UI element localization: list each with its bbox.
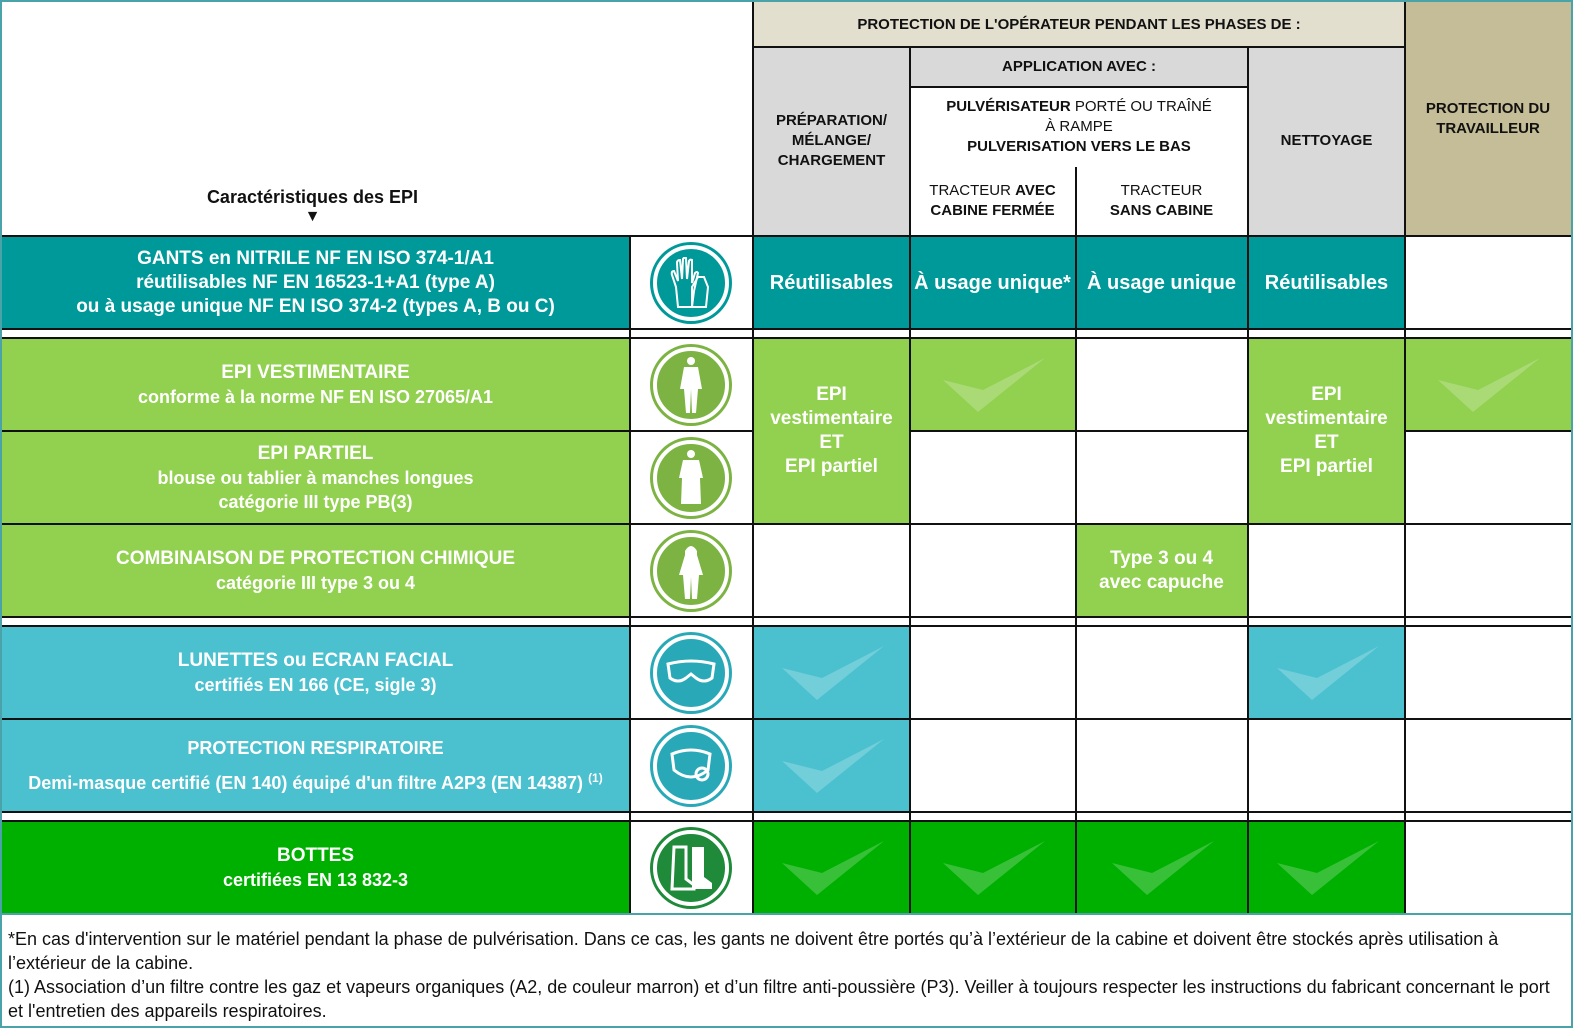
grid-line: [2, 820, 1571, 822]
grid-line: [2, 430, 753, 432]
gants-nettoyage: Réutilisables: [1248, 237, 1405, 328]
lunettes-nettoyage: [1248, 627, 1405, 718]
partiel-travailleur: [1405, 432, 1571, 523]
travailleur-header: PROTECTION DU TRAVAILLEUR: [1405, 2, 1571, 235]
grid-line: [752, 2, 754, 913]
respiratoire-travailleur: [1405, 720, 1571, 811]
vestimentaire-sans-cabine: [1075, 339, 1248, 430]
grid-line: [1075, 167, 1077, 913]
tracteur-sans-cabine-header: TRACTEUR SANS CABINE: [1075, 167, 1248, 235]
preparation-header: PRÉPARATION/ MÉLANGE/ CHARGEMENT: [753, 47, 910, 235]
grid-line: [2, 811, 1571, 813]
check-icon: [772, 638, 892, 708]
check-icon: [1428, 350, 1548, 420]
grid-line: [1404, 2, 1406, 913]
grid-line: [2, 523, 1571, 525]
partiel-label: EPI PARTIEL blouse ou tablier à manches longues catégorie III type PB(3): [2, 432, 629, 523]
characteristics-header: [2, 2, 753, 235]
lunettes-label: LUNETTES ou ECRAN FACIAL certifiés EN 166 (CE, sigle 3): [2, 627, 629, 718]
respiratoire-label: PROTECTION RESPIRATOIRE Demi-masque certifié (EN 140) équipé d'un filtre A2P3 (EN 14387) $^{(1)}$: [2, 720, 629, 811]
chemical-suit-icon: [653, 533, 729, 609]
partiel-cabine: [910, 432, 1075, 523]
lunettes-cabine: [910, 627, 1075, 718]
vestimentaire-icon-cell: [629, 339, 753, 430]
application-header: APPLICATION AVEC :: [910, 47, 1248, 87]
gants-travailleur: [1405, 237, 1571, 328]
respiratoire-sans-cabine: [1075, 720, 1248, 811]
respiratoire-icon-cell: [629, 720, 753, 811]
grid-line: [2, 337, 1571, 339]
vestimentaire-travailleur: [1405, 339, 1571, 430]
lunettes-icon-cell: [629, 627, 753, 718]
partiel-sans-cabine: [1075, 432, 1248, 523]
check-icon: [772, 731, 892, 801]
grid-line: [2, 328, 1571, 330]
lunettes-sans-cabine: [1075, 627, 1248, 718]
check-icon: [1102, 833, 1222, 903]
grid-line: [2, 625, 1571, 627]
tracteur-cabine-header: TRACTEUR AVEC CABINE FERMÉE: [910, 167, 1075, 235]
gants-icon-cell: [629, 237, 753, 328]
grid-line: [910, 430, 1248, 432]
combinaison-sans-cabine: Type 3 ou 4 avec capuche: [1075, 525, 1248, 616]
check-icon: [772, 833, 892, 903]
grid-line: [753, 46, 1405, 48]
bottes-travailleur: [1405, 822, 1571, 913]
bottes-nettoyage: [1248, 822, 1405, 913]
bottes-preparation: [753, 822, 910, 913]
check-icon: [1267, 638, 1387, 708]
gants-label: GANTS en NITRILE NF EN ISO 374-1/A1 réutilisables NF EN 16523-1+A1 (type A) ou à usage unique NF EN ISO 374-2 (types A, B ou C): [2, 237, 629, 328]
lunettes-preparation: [753, 627, 910, 718]
gloves-icon: [653, 245, 729, 321]
combinaison-cabine: [910, 525, 1075, 616]
operator-protection-header: PROTECTION DE L'OPÉRATEUR PENDANT LES PHASES DE :: [753, 2, 1405, 47]
boots-icon: [653, 830, 729, 906]
combinaison-travailleur: [1405, 525, 1571, 616]
gants-cabine: À usage unique*: [910, 237, 1075, 328]
bottes-label: BOTTES certifiées EN 13 832-3: [2, 822, 629, 913]
respiratoire-nettoyage: [1248, 720, 1405, 811]
gants-preparation: Réutilisables: [753, 237, 910, 328]
vestimentaire-cabine: [910, 339, 1075, 430]
grid-line: [910, 86, 1248, 88]
partiel-icon-cell: [629, 432, 753, 523]
check-icon: [933, 833, 1053, 903]
respirator-icon: [653, 728, 729, 804]
prep-epi-merged: EPI vestimentaire ET EPI partiel: [753, 339, 910, 523]
combinaison-label: COMBINAISON DE PROTECTION CHIMIQUE catégorie III type 3 ou 4: [2, 525, 629, 616]
bottes-sans-cabine: [1075, 822, 1248, 913]
footnote-one: (1) Association d’un filtre contre les gaz et vapeurs organiques (A2, de couleur marron) et d’un filtre anti-poussière (P3). Veiller à toujours respecter les instructions du fabricant concernant le port et l'entretien des appareils respiratoires.: [8, 977, 1550, 1021]
coverall-icon: [653, 347, 729, 423]
combinaison-preparation: [753, 525, 910, 616]
nettoyage-epi-merged: EPI vestimentaire ET EPI partiel: [1248, 339, 1405, 523]
characteristics-label: Caractéristiques des EPI: [206, 187, 419, 207]
grid-line: [2, 235, 1571, 237]
respiratoire-cabine: [910, 720, 1075, 811]
down-arrow-icon: ▼: [304, 208, 321, 225]
pulverisateur-header: PULVÉRISATEUR PORTÉ OU TRAÎNÉ À RAMPE PULVERISATION VERS LE BAS: [910, 87, 1248, 167]
vestimentaire-label: EPI VESTIMENTAIRE conforme à la norme NF EN ISO 27065/A1: [2, 339, 629, 430]
goggles-icon: [653, 635, 729, 711]
bottes-icon-cell: [629, 822, 753, 913]
lunettes-travailleur: [1405, 627, 1571, 718]
apron-icon: [653, 440, 729, 516]
nettoyage-header: NETTOYAGE: [1248, 47, 1405, 235]
combinaison-icon-cell: [629, 525, 753, 616]
check-icon: [1267, 833, 1387, 903]
grid-line: [909, 46, 911, 913]
bottes-cabine: [910, 822, 1075, 913]
footnote-star: *En cas d'intervention sur le matériel pendant la phase de pulvérisation. Dans ce cas, les gants ne doivent être portés qu’à l’extérieur de la cabine et doivent être stockés après utilisation à l’extérieur de la cabine.: [8, 929, 1499, 973]
grid-line: [629, 235, 631, 913]
grid-line: [2, 718, 1571, 720]
grid-line: [2, 913, 1571, 915]
gants-sans-cabine: À usage unique: [1075, 237, 1248, 328]
check-icon: [933, 350, 1053, 420]
grid-line: [2, 616, 1571, 618]
combinaison-nettoyage: [1248, 525, 1405, 616]
grid-line: [1405, 430, 1571, 432]
respiratoire-preparation: [753, 720, 910, 811]
grid-line: [1247, 46, 1249, 913]
